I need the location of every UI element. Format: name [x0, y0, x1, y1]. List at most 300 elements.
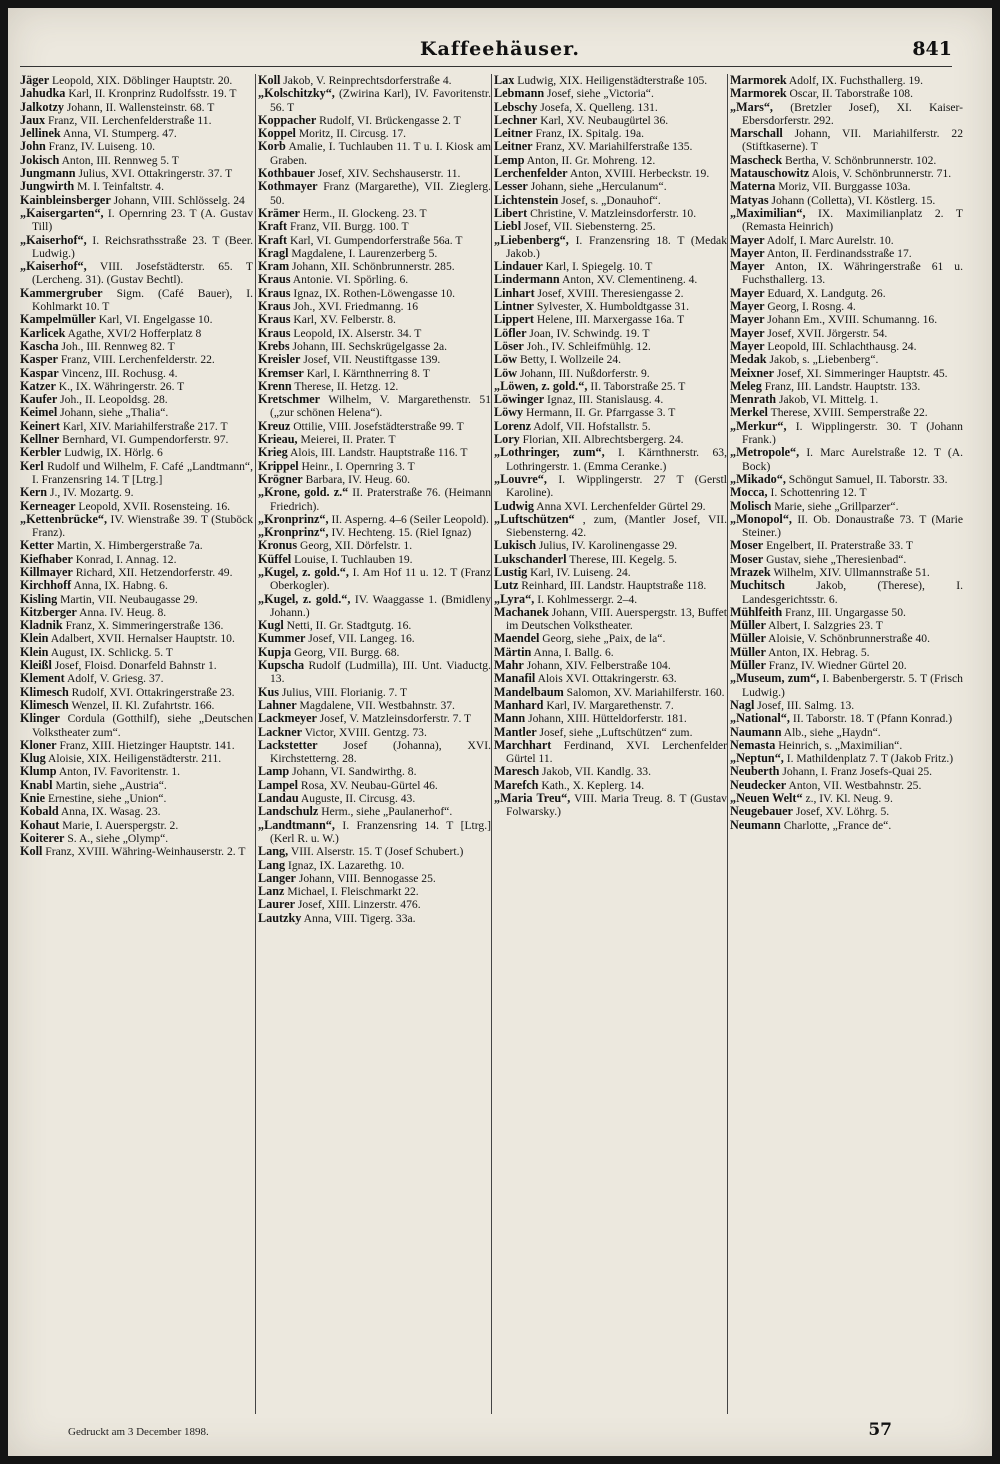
entry-text: II. Taborstraße 25. T — [590, 379, 686, 393]
entry-name: Löfler — [494, 325, 527, 340]
entry-text: Jakob, VI. Mittelg. 1. — [778, 393, 879, 407]
entry-text: Vincenz, III. Rochusg. 4. — [61, 366, 178, 380]
directory-entry — [494, 659, 727, 672]
entry-text: Ernestine, siehe „Union“. — [47, 792, 167, 806]
entry-text: Herm., II. Glockeng. 23. T — [302, 206, 427, 220]
entry-name: Kragl — [258, 245, 289, 260]
directory-entry — [20, 367, 253, 380]
directory-entry — [730, 180, 963, 193]
directory-page — [8, 8, 992, 1456]
directory-entry — [20, 207, 253, 234]
entry-text: Anna. IV. Heug. 8. — [79, 605, 167, 619]
entry-name: Löwinger — [494, 392, 545, 407]
directory-entry — [20, 500, 253, 513]
entry-name: Matauschowitz — [730, 166, 810, 181]
entry-text: Josef, XIV. Sechshauserstr. 11. — [317, 167, 461, 181]
entry-name: Kohaut — [20, 817, 60, 832]
directory-entry — [258, 180, 491, 207]
directory-entry — [258, 912, 491, 925]
directory-entry — [258, 220, 491, 233]
entry-name: Lindauer — [494, 259, 543, 274]
entry-text: Sigm. (Café Bauer), I. Kohlmarkt 10. T — [32, 286, 253, 314]
entry-name: Lustig — [494, 564, 528, 579]
entry-name: Kretschmer — [258, 392, 321, 407]
entry-name: Lang — [258, 857, 286, 872]
entry-name: Löw — [494, 352, 518, 367]
entry-name: Kreisler — [258, 352, 301, 367]
entry-text: Martin, X. Himbergerstraße 7a. — [56, 539, 203, 553]
entry-text: Therese, III. Kegelg. 5. — [569, 552, 678, 566]
entry-text: Julius, XVI. Ottakringerstr. 37. T — [78, 167, 233, 181]
directory-entry — [494, 380, 727, 393]
entry-name: Liebl — [494, 219, 522, 234]
entry-text: Anton, III. Rennweg 5. T — [61, 153, 179, 167]
entry-text: K., IX. Währingerstr. 26. T — [58, 379, 185, 393]
entry-text: I. Marc Aurelstraße 12. T (A. Bock) — [742, 446, 963, 473]
entry-text: I. Babenbergerstr. 5. T (Frisch Ludwig.) — [742, 672, 963, 699]
entry-text: Franz, IV. Wiedner Gürtel 20. — [768, 659, 907, 673]
entry-text: Karl, I. Kärnthnerring 8. T — [306, 366, 430, 380]
entry-name: „Kaisergarten“, — [20, 205, 104, 220]
entry-text: Josef, siehe „Luftschützen“ zum. — [539, 725, 693, 739]
directory-entry — [730, 101, 963, 128]
entry-name: Kugl — [258, 618, 284, 633]
entry-name: Neudecker — [730, 777, 787, 792]
entry-name: Lukschanderl — [494, 551, 567, 566]
directory-entry — [20, 180, 253, 193]
directory-entry — [730, 393, 963, 406]
entry-text: Martin, siehe „Austria“. — [55, 778, 167, 792]
directory-entry — [258, 659, 491, 686]
directory-entry — [20, 699, 253, 712]
entry-name: Kerbler — [20, 445, 62, 460]
entry-name: Koppel — [258, 126, 296, 141]
entry-text: Josef (Johanna), XVI. Kirchstetterng. 28. — [270, 738, 491, 766]
entry-text: Franz, XV. Mariahilferstraße 135. — [535, 140, 693, 154]
entry-name: Kladnik — [20, 618, 63, 633]
directory-entry — [20, 380, 253, 393]
directory-entry — [258, 739, 491, 766]
entry-text: Albert, I. Salzgries 23. T — [768, 619, 883, 633]
directory-entry — [730, 566, 963, 579]
entry-text: Franz, X. Simmeringerstraße 136. — [65, 619, 224, 633]
entry-text: Georg, I. Rosng. 4. — [767, 300, 856, 314]
entry-name: Moser — [730, 538, 764, 553]
entry-text: Bertha, V. Schönbrunnerstr. 102. — [785, 153, 937, 167]
directory-entry — [494, 287, 727, 300]
entry-name: Landau — [258, 791, 299, 806]
entry-name: John — [20, 139, 46, 154]
entry-text: I. Opernring 23. T (A. Gustav Till) — [32, 206, 253, 234]
directory-entry — [20, 632, 253, 645]
entry-text: VIII. Alserstr. 15. T (Josef Schubert.) — [290, 845, 464, 859]
entry-text: Herm., siehe „Paulanerhof“. — [321, 805, 453, 819]
directory-entry — [730, 726, 963, 739]
entry-text: IV. Hechteng. 15. (Riel Ignaz) — [331, 526, 472, 540]
directory-entry — [494, 539, 727, 552]
entry-text: Josefa, X. Quelleng. 131. — [540, 100, 658, 114]
directory-entry — [730, 779, 963, 792]
entry-text: Magdalene, I. Laurenzerberg 5. — [291, 246, 438, 260]
directory-entry — [494, 220, 727, 233]
directory-entry — [258, 273, 491, 286]
entry-name: Klein — [20, 644, 49, 659]
entry-text: Johann, VIII. Auerspergstr. 13, Buffet im Deutschen Volkstheater. — [506, 605, 727, 633]
entry-text: Johann, III. Sechskrügelgasse 2a. — [292, 339, 448, 353]
entry-name: Müller — [730, 658, 766, 673]
directory-entry — [258, 446, 491, 459]
entry-name: „Monopol“, — [730, 511, 792, 526]
entry-name: Kraus — [258, 272, 291, 287]
directory-entry — [258, 247, 491, 260]
entry-text: Karl, XIV. Mariahilferstraße 217. T — [62, 419, 228, 433]
entry-text: Wenzel, II. Kl. Zufahrtstr. 166. — [71, 698, 215, 712]
entry-text: Johann (Colletta), VI. Köstlerg. 15. — [771, 193, 936, 207]
entry-text: I. Schottenring 12. T — [770, 486, 867, 500]
column-2 — [258, 74, 491, 1426]
entry-text: Karl, IV. Luiseng. 24. — [530, 565, 631, 579]
directory-entry — [730, 659, 963, 672]
entry-text: Karl, VI. Gumpendorferstraße 56a. T — [290, 233, 463, 247]
directory-entry — [258, 140, 491, 167]
entry-name: Krögner — [258, 471, 303, 486]
directory-entry — [730, 646, 963, 659]
entry-name: Müller — [730, 644, 766, 659]
entry-text: Ferdinand, XVI. Lerchenfelder Gürtel 11. — [506, 738, 727, 766]
directory-entry — [258, 513, 491, 526]
entry-text: Ludwig, IX. Hörlg. 6 — [64, 446, 163, 460]
entry-name: Kram — [258, 259, 290, 274]
directory-entry — [20, 114, 253, 127]
directory-entry — [494, 513, 727, 540]
entry-name: Kellner — [20, 432, 60, 447]
directory-entry — [20, 553, 253, 566]
directory-entry — [258, 353, 491, 366]
entry-text: Franz, XVIII. Währing-Weinhauserstr. 2. T — [45, 845, 246, 859]
entry-text: Anton, II. Ferdinandsstraße 17. — [766, 246, 912, 260]
entry-text: Josef, XI. Simmeringer Hauptstr. 45. — [776, 366, 948, 380]
running-header — [8, 38, 992, 68]
entry-text: S. A., siehe „Olymp“. — [67, 831, 169, 845]
entry-text: Adolf, VII. Hofstallstr. 5. — [533, 419, 651, 433]
entry-text: Julius, VIII. Florianig. 7. T — [281, 685, 408, 699]
directory-entry — [494, 779, 727, 792]
entry-text: Franz, XIII. Hietzinger Hauptstr. 141. — [59, 738, 235, 752]
entry-name: Löw — [494, 365, 518, 380]
entry-name: „Merkur“, — [730, 418, 787, 433]
directory-entry — [730, 260, 963, 287]
entry-name: „Kaiserhof“, — [20, 259, 87, 274]
directory-entry — [730, 353, 963, 366]
entry-text: Jakob, s. „Liebenberg“. — [769, 353, 879, 367]
entry-text: Anna, VIII. Tigerg. 33a. — [303, 911, 416, 925]
entry-name: Lemp — [494, 152, 525, 167]
directory-entry — [20, 832, 253, 845]
directory-entry — [494, 87, 727, 100]
column-4 — [730, 74, 963, 1426]
entry-name: Mayer — [730, 259, 765, 274]
entry-text: Georg, XII. Dörfelstr. 1. — [299, 539, 413, 553]
entry-text: Anton, VII. Westbahnstr. 25. — [788, 778, 922, 792]
directory-entry — [494, 765, 727, 778]
entry-text: Josef, VII. Neustiftgasse 139. — [303, 353, 441, 367]
entry-text: Johann, XIV. Felberstraße 104. — [526, 659, 671, 673]
directory-entry — [258, 765, 491, 778]
entry-name: Nemasta — [730, 737, 776, 752]
entry-name: „Lyra“, — [494, 591, 535, 606]
entry-name: Kirchhoff — [20, 578, 72, 593]
entry-name: Korb — [258, 139, 286, 154]
entry-name: Kloner — [20, 737, 57, 752]
directory-entry — [20, 433, 253, 446]
directory-entry — [258, 87, 491, 114]
entry-name: Jungwirth — [20, 179, 75, 194]
entry-text: Johann, II. Wallensteinstr. 68. T — [66, 100, 215, 114]
directory-entry — [730, 380, 963, 393]
directory-entry — [258, 859, 491, 872]
entry-text: Anton, IV. Favoritenstr. 1. — [58, 765, 181, 779]
entry-name: Lackner — [258, 724, 303, 739]
directory-entry — [258, 712, 491, 725]
directory-entry — [258, 686, 491, 699]
entry-name: Kraus — [258, 285, 291, 300]
column-divider — [727, 74, 728, 1414]
directory-entry — [20, 313, 253, 326]
directory-entry — [20, 593, 253, 606]
entry-name: Kleißl — [20, 658, 52, 673]
entry-text: J., IV. Mozartg. 9. — [49, 486, 134, 500]
entry-name: Landschulz — [258, 804, 319, 819]
directory-entry — [494, 207, 727, 220]
directory-entry — [258, 885, 491, 898]
entry-text: Josef, siehe „Victoria“. — [547, 87, 654, 101]
entry-name: Lintner — [494, 299, 534, 314]
entry-text: II. Praterstraße 76. (Heimann Friedrich). — [270, 486, 491, 513]
directory-entry — [20, 739, 253, 752]
entry-name: Linhart — [494, 285, 535, 300]
entry-text: (Zwirina Karl), IV. Favoritenstr. 56. T — [270, 87, 491, 114]
entry-text: Wilhelm, XIV. Ullmannstraße 51. — [773, 565, 930, 579]
directory-entry — [20, 672, 253, 685]
entry-name: Kaufer — [20, 392, 58, 407]
entry-name: „Mikado“, — [730, 471, 786, 486]
entry-text: Johann, III. Nußdorferstr. 9. — [519, 366, 650, 380]
entry-name: Lebmann — [494, 86, 545, 101]
entry-name: Krämer — [258, 205, 300, 220]
directory-entry — [258, 646, 491, 659]
directory-entry — [20, 260, 253, 287]
entry-name: Lackmeyer — [258, 711, 317, 726]
directory-entry — [730, 127, 963, 154]
entry-name: Leitner — [494, 126, 533, 141]
entry-name: Lukisch — [494, 538, 537, 553]
entry-text: I. Am Hof 11 u. 12. T (Franz Oberkogler). — [270, 565, 491, 593]
entry-name: Kothbauer — [258, 166, 315, 181]
entry-name: Marmorek — [730, 74, 787, 87]
directory-entry — [258, 845, 491, 858]
directory-entry — [730, 739, 963, 752]
entry-name: Kiefhaber — [20, 551, 73, 566]
entry-text: Louise, I. Tuchlauben 19. — [294, 552, 413, 566]
entry-text: Kath., X. Keplerg. 14. — [541, 778, 645, 792]
entry-name: Kampelmüller — [20, 312, 96, 327]
entry-text: Josef, XIII. Linzerstr. 476. — [297, 898, 421, 912]
entry-name: Neugebauer — [730, 804, 793, 819]
entry-text: Josef, V. Matzleinsdorferstr. 7. T — [319, 712, 472, 726]
entry-name: „Neuen Welt“ — [730, 791, 803, 806]
directory-entry — [20, 101, 253, 114]
entry-name: Lebschy — [494, 99, 538, 114]
directory-entry — [258, 792, 491, 805]
directory-entry — [494, 726, 727, 739]
entry-text: Josef, Floisd. Donarfeld Bahnstr 1. — [54, 659, 217, 673]
entry-name: Knie — [20, 791, 46, 806]
entry-text: Josef, XVIII. Theresiengasse 2. — [537, 286, 684, 300]
directory-entry — [494, 712, 727, 725]
entry-name: „Maria Treu“, — [494, 791, 571, 806]
directory-entry — [494, 699, 727, 712]
entry-text: Jakob, (Therese), I. Landesgerichtsstr. 6. — [742, 579, 963, 606]
entry-text: Josef, III. Salmg. 13. — [757, 698, 855, 712]
directory-entry — [730, 327, 963, 340]
entry-text: Josef, VII. Siebensterng. 25. — [524, 220, 656, 234]
directory-entry — [730, 446, 963, 473]
directory-entry — [730, 553, 963, 566]
directory-entry — [494, 353, 727, 366]
entry-name: Kammergruber — [20, 285, 103, 300]
entry-text: Karl, XV. Neubaugürtel 36. — [540, 113, 669, 127]
entry-name: Krebs — [258, 338, 290, 353]
directory-entry — [20, 353, 253, 366]
entry-name: „Kugel, z. gold.“, — [258, 591, 351, 606]
entry-text: Johann, VII. Mariahilferstr. 22 (Stiftkaserne). T — [742, 127, 963, 154]
directory-entry — [494, 114, 727, 127]
entry-name: Märtin — [494, 644, 532, 659]
entry-name: Jungmann — [20, 166, 76, 181]
directory-entry — [20, 127, 253, 140]
entry-text: Alois, V. Schönbrunnerstr. 71. — [811, 167, 952, 181]
entry-name: Lippert — [494, 312, 534, 327]
entry-name: Klimesch — [20, 697, 69, 712]
entry-name: Küffel — [258, 551, 292, 566]
entry-text: Josef, XVII. Jörgerstr. 54. — [767, 326, 888, 340]
entry-text: I. Mathildenplatz 7. T (Jakob Fritz.) — [786, 752, 954, 766]
entry-name: „Kronprinz“, — [258, 511, 329, 526]
entry-name: „Kaiserhof“, — [20, 232, 87, 247]
entry-text: Anna, I. Ballg. 6. — [533, 645, 614, 659]
directory-entry — [730, 606, 963, 619]
entry-text: Rosa, XV. Neubau-Gürtel 46. — [300, 778, 438, 792]
entry-name: Klinger — [20, 711, 60, 726]
entry-text: Johann, VIII. Bennogasse 25. — [298, 871, 436, 885]
entry-name: Kraus — [258, 312, 291, 327]
entry-text: IX. Maximilianplatz 2. T (Remasta Heinrich) — [742, 206, 963, 234]
directory-entry — [258, 313, 491, 326]
entry-text: Rudolf (Ludmilla), III. Unt. Viaductg. 13. — [270, 659, 491, 686]
entry-name: Marmorek — [730, 86, 787, 101]
entry-name: Kothmayer — [258, 179, 318, 194]
column-3 — [494, 74, 727, 1426]
entry-text: Leopold, IX. Alserstr. 34. T — [293, 326, 422, 340]
directory-entry — [258, 566, 491, 593]
entry-text: Leopold, XVII. Rosensteing. 16. — [78, 499, 231, 513]
entry-name: Müller — [730, 618, 766, 633]
entry-name: Klump — [20, 764, 57, 779]
directory-entry — [20, 752, 253, 765]
entry-text: Franz, VIII. Lerchenfelderstr. 22. — [60, 353, 215, 367]
directory-entry — [494, 420, 727, 433]
directory-entry — [730, 672, 963, 699]
directory-entry — [20, 460, 253, 487]
entry-name: Klimesch — [20, 684, 69, 699]
directory-entry — [494, 500, 727, 513]
entry-text: M. I. Teinfaltstr. 4. — [77, 180, 164, 194]
entry-text: Antonie. VI. Spörling. 6. — [292, 273, 409, 287]
directory-entry — [20, 327, 253, 340]
entry-text: Franz, IX. Spitalg. 19a. — [535, 127, 645, 141]
entry-name: Lesser — [494, 179, 528, 194]
entry-text: Bernhard, VI. Gumpendorferstr. 97. — [62, 433, 229, 447]
directory-entry — [20, 659, 253, 672]
directory-entry — [494, 593, 727, 606]
entry-text: Richard, XII. Hetzendorferstr. 49. — [75, 565, 233, 579]
entry-text: Netti, II. Gr. Stadtgutg. 16. — [286, 619, 412, 633]
directory-entry — [20, 513, 253, 540]
directory-entry — [730, 486, 963, 499]
entry-text: Joh., II. Leopoldsg. 28. — [60, 393, 168, 407]
directory-entry — [20, 420, 253, 433]
entry-text: Hermann, II. Gr. Pfarrgasse 3. T — [526, 406, 676, 420]
entry-name: Moser — [730, 551, 764, 566]
directory-entry — [730, 712, 963, 725]
directory-entry — [258, 526, 491, 539]
entry-text: II. Asperng. 4–6 (Seiler Leopold). — [331, 512, 489, 526]
directory-entry — [494, 340, 727, 353]
entry-text: Karl, IV. Margarethenstr. 7. — [546, 698, 674, 712]
entry-name: Killmayer — [20, 564, 73, 579]
directory-entry — [494, 739, 727, 766]
entry-text: Karl, I. Spiegelg. 10. T — [545, 260, 653, 274]
directory-entry — [258, 473, 491, 486]
entry-name: Koll — [258, 74, 281, 87]
directory-entry — [494, 327, 727, 340]
directory-entry — [494, 433, 727, 446]
entry-name: „Mars“, — [730, 99, 773, 114]
entry-text: Adolf, V. Griesg. 37. — [66, 672, 164, 686]
entry-text: Aloisie, V. Schönbrunnerstraße 40. — [768, 632, 931, 646]
entry-text: Karl, II. Kronprinz Rudolfsstr. 19. T — [68, 87, 237, 101]
directory-entry — [494, 446, 727, 473]
entry-name: Lautzky — [258, 910, 302, 925]
entry-name: Meleg — [730, 378, 762, 393]
directory-entry — [20, 805, 253, 818]
entry-name: Lindermann — [494, 272, 560, 287]
entry-name: Matyas — [730, 192, 769, 207]
directory-entry — [494, 74, 727, 87]
entry-name: Lampel — [258, 777, 298, 792]
entry-name: Mayer — [730, 285, 765, 300]
entry-text: Betty, I. Wollzeile 24. — [519, 353, 622, 367]
entry-name: Klement — [20, 671, 65, 686]
entry-name: Libert — [494, 205, 528, 220]
entry-name: Mayer — [730, 245, 765, 260]
directory-entry — [730, 247, 963, 260]
entry-text: Meierei, II. Prater. T — [300, 433, 396, 447]
entry-text: Adolf, IX. Fuchsthallerg. 19. — [788, 74, 923, 87]
entry-name: Meixner — [730, 365, 774, 380]
directory-entry — [730, 367, 963, 380]
entry-text: Charlotte, „France de“. — [783, 818, 892, 832]
